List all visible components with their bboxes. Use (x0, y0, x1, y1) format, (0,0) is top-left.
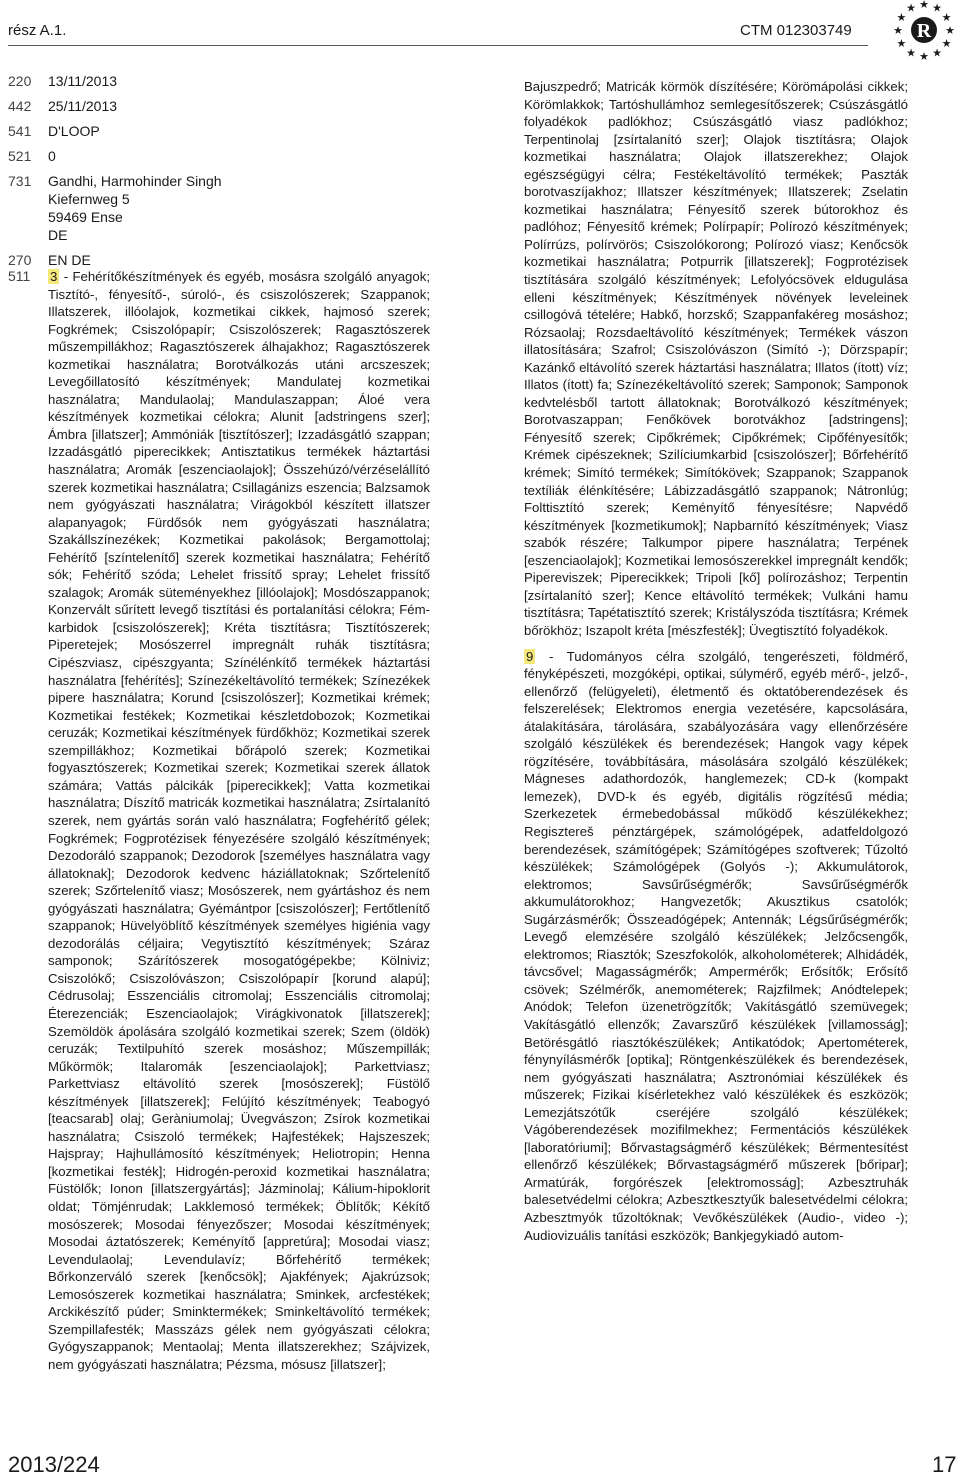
field-value (48, 147, 438, 165)
field-code: 731 (8, 173, 32, 189)
field-value-line: 0 (48, 148, 56, 164)
star-icon: ★ (893, 25, 903, 37)
field-value-line: D'LOOP (48, 123, 100, 139)
footer-page-number: 17 (932, 1452, 957, 1477)
class-number-3: 3 (50, 269, 58, 284)
star-icon: ★ (932, 47, 942, 60)
field-code: 220 (8, 73, 32, 89)
star-icon: ★ (941, 12, 952, 24)
field-value-line: 25/11/2013 (48, 98, 118, 114)
header-right: CTM 012303749 (740, 22, 852, 39)
field-row (8, 251, 438, 269)
class-3-paragraph (48, 268, 430, 1373)
class-3-text-left: - Fehérítőkészítmények és egyéb, mosásra szolgáló anyagok; Tisztító-, fényesítő-, súroló-, és csiszolószerek; Szappanok; Illatszerek, illóolajok, kozmetikai cikkek, hajmosó szerek; Fogkrémek; Csiszolópapír; Csiszolószerek; Ragasztószerek műszempillákhoz; Ragasztószerek álhajakhoz; Ragasztószerek kozmetikai használatra; Borotválkozás utáni arcszeszek; Levegőillatosító készítmények; Mandulatej kozmetikai használatra; Mandulaolaj; Mandulaszappan; Áloé vera készítmények kozmetikai célokra; Alunit [adstringens szer]; Ámbra [illatszer]; Ammóniák [tisztítószer]; Izzadásgátló szappan; Izzadásgátló piperecikkek; Antisztatikus termékek háztartási használatra; Aromák [eszenciaolajok]; Összehúzó/vérzéselállító szerek kozmetikai használatra; Csillagánizs eszencia; Balzsamok nem gyógyászati használatra; Virágokból készített illatszer alapanyagok; Fürdősók nem gyógyászati használatra; Szakállszínezékek; Kozmetikai pakolások; Bergamottolaj; Fehérítő [színtelenítő] szerek kozmetikai használatra; Fehérítő sók; Fehérítő szóda; Lehelet frissítő spray; Lehelet frissítő szalagok; Aromák süteményekhez [illóolajok]; Mosdószappanok; Konzervált sűrített levegő tisztítási és portalanítási célokra; Fém-karbidok [csiszolószerek]; Kréta tisztításra; Tisztítószerek; Piperetejek; Mosószerrel impregnált ruhák tisztításra; Cipészviasz, cipészgyanta; Színélénkítő termékek háztartási használatra [fehérítés]; Színezékeltávolító termékek; Színezékek pipere használatra; Korund [csiszolószer]; Kozmetikai krémek; Kozmetikai festékek; Kozmetikai készletdobozok; Kozmetikai ceruzák; Kozmetikai készítmények fürdőkhöz; Kozmetikai szerek szempillákhoz; Kozmetikai bőrápoló szerek; Kozmetikai fogyasztószerek; Kozmetikai szerek; Kozmetikai szerek állatok számára; Vattás pálcikák [piperecikkek]; Vatta kozmetikai használatra; Díszítő matricák kozmetikai használatra; Zsírtalanító szerek, nem gyártás során való használatra; Fogfehérítő gélek; Fogkrémek; Fogprotézisek fényezésére szolgáló készítmények; Dezodoráló szappanok; Dezodorok [személyes használatra vagy állatoknak]; Dezodorok kedvenc háziállatoknak; Szőrtelenítő szerek; Szőrtelenítő viasz; Mosószerek, nem gyártáshoz és nem gyógyászati használatra; Gyémántpor [csiszolószer]; Fertőtlenítő szappanok; Hüvelyöblítő készítmények személyes higiénia vagy dezodorálás céljaira; Vegytisztító készítmények; Száraz samponok; Szárítószerek mosogatógépekbe; Kölniviz; Csiszolókő; Csiszolóvászon; Csiszolópapír [korund alapú]; Cédrusolaj; Esszenciális citromolaj; Esszenciális citromolaj; Éterezenciák; Eszenciaolajok; Virágkivonatok [illatszerek]; Szemöldök ápolására szolgáló kozmetikai szerek; Szem (öldök) ceruzák; Textilpuhító szerek mosáshoz; Műszempillák; Műkörmök; Italaromák [eszenciaolajok]; Parkettviasz; Parkettviasz eltávolító szerek [mosószerek]; Füstölő készítmények [illatszerek]; Felújító készítmények; Teabogyó [teacsarab] olaj; Geràniumolaj; Üvegvászon; Zsírok kozmetikai használatra; Csiszoló termékek; Hajfestékek; Hajszeszek; Hajspray; Hajhullámosító készítmények; Heliotropin; Henna [kozmetikai festék]; Hidrogén-peroxid kozmetikai használatra; Füstölők; Ionon [illatszergyártás]; Jázminolaj; Kálium-hipoklorit oldat; Tömjénrudak; Lakklemosó termékek; Öblítők; Kékítő mosószerek; Mosodai fényezőszer; Mosodai készítmények; Mosodai áztatószerek; Keményítő [appretúra]; Mosodai viasz; Levendulaolaj; Levendulavíz; Bőrfehérítő termékek; Bőrkonzerváló szerek [kenőcsök]; Ajakfények; Ajakrúzsok; Lemosószerek kozmetikai használatra; Sminkek, arcfestékek; Arckikészítő púder; Sminktermékek; Sminkeltávolító termékek; Szempillafesték; Masszázs gélek nem gyógyászati célokra; Gyógyszappanok; Mentaolaj; Menta illatszerekhez; Szájvizek, nem gyógyászati használatra; Pézsma, mósusz [illatszer]; (48, 269, 430, 1372)
star-icon: ★ (919, 51, 929, 63)
classes-column-right (524, 78, 908, 1252)
field-code-511: 511 (8, 268, 31, 284)
star-icon: ★ (906, 47, 916, 60)
logo-letter: R (916, 20, 932, 42)
field-code: 541 (8, 123, 32, 139)
field-value (48, 97, 438, 115)
field-value-line: Kiefernweg 5 (48, 191, 130, 207)
field-value-line: EN DE (48, 252, 91, 268)
class-9-text: - Tudományos célra szolgáló, tengerészeti, földmérő, fényképészeti, mozgóképi, optikai, súlymérő, egyéb mérő-, jelző-, ellenőrző (felügyeleti), életmentő és oktatóberendezések és felszerelések; Elektromos energia vezetésére, kapcsolására, átalakítására, tárolására, szabályozására vagy ellenőrzésére szolgáló készülékek és berendezések; Hangok vagy képek rögzítésére, továbbítására, másolására szolgáló készülékek; Mágneses adathordozók, hanglemezek; CD-k (kompakt lemezek), DVD-k és egyéb, digitális rögzítésű média; Szerkezetek érmebedobással működő készülékekhez; Regisztereš pénztárgépek, számológépek, adatfeldolgozó berendezések, számítógépek; Számítógépes szoftverek; Tűzoltó készülékek; Számológépek (Golyós -); Akkumulátorok, elektromos; Savsűrűségmérők; Savsűrűségmérők akkumulátorokhoz; Hangvezetők; Akusztikus csatolók; Sugárzásmérők; Összeadógépek; Antennák; Légsűrűségmérők; Levegő elemzésére szolgáló készülékek; Jelzőcsengők, elektromos; Riasztók; Szeszfokolók, alkoholométerek; Alhidádék, távcsővel; Magasságmérők; Ampermérők; Erősítők; Erősítő csövek; Szélmérők, anemométerek; Rajzfilmek; Anódtelepek; Anódok; Telefon üzenetrögzítők; Vakításgátló szemüvegek; Vakításgátló ellenzők; Zavarszűrő készülékek [villamosság]; Betörésgátló riasztókészülékek; Antikatódok; Apertométerek, fénynyílásmérők [optika]; Röntgenkészülékek és berendezések, nem gyógyászati használatra; Asztronómiai készülékek és műszerek; Fizikai kísérletekhez való készülékek és eszközök; Lemezjátszótűk cseréjére szolgáló készülékek; Vágóberendezések mozifilmekhez; Fermentációs készülékek [laboratóriumi]; Bőrvastagságmérő készülékek; Bérmentesítést ellenőrző készülékek; Bőrvastagságmérő műszerek [bőripar]; Armatúrák, forgórészek [elektromosság]; Azbesztruhák balesetvédelmi célokra; Azbesztkesztyűk balesetvédelmi célokra; Azbesztmyók tűzoltóknak; Vevőkészülékek (Audio-, video -); Audiovizuális tanítási eszközök; Bankjegykiadó autom- (524, 648, 908, 1243)
field-row (8, 72, 438, 90)
field-value (48, 72, 438, 90)
field-row (8, 172, 438, 244)
header-rule (8, 45, 868, 46)
field-value-line: Gandhi, Harmohinder Singh (48, 173, 222, 189)
field-value-line: 13/11/2013 (48, 73, 118, 89)
field-value-line: 59469 Ense (48, 209, 123, 225)
star-icon: ★ (941, 38, 952, 50)
star-icon: ★ (919, 0, 929, 11)
star-icon: ★ (932, 2, 942, 15)
field-value-line: DE (48, 227, 68, 243)
field-value (48, 251, 438, 269)
field-code: 270 (8, 252, 32, 268)
bibliographic-fields (8, 72, 438, 276)
class-number-9: 9 (526, 648, 534, 664)
eu-stars-emblem-icon (888, 0, 960, 64)
class-9-paragraph (524, 648, 908, 1245)
star-icon: ★ (896, 12, 907, 24)
header-left: rész A.1. (8, 22, 67, 39)
field-row (8, 147, 438, 165)
field-code: 521 (8, 148, 32, 164)
class-3-text-right: Bajuszpedrő; Matricák körmök díszítésére; Körömápolási cikkek; Körömlakkok; Tartóshullámhoz semlegesítőszerek; Csúszásgátló folyadékok padlókhoz; Csúszásgátló viasz padlókhoz; Terpentinolaj [zsírtalanító szer]; Olajok tisztításra; Olajok kozmetikai használatra; Olajok illatszerekhez; Olajok egészségügyi célra; Festékeltávolító termékek; Paszták borotvaszíjakhoz; Illatszer készítmények; Illatszerek; Zselatin kozmetikai használatra; Fényesítő szerek bútorokhoz és padlóhoz; Fényesítő krémek; Polírpapír; Polírozó készítmények; Polírrúzs, polírvörös; Csiszolókorong; Polírozó viasz; Kenőcsök kozmetikai használatra; Potpurrik [illatszerek]; Fogprotézisek tisztítására szolgáló készítmények; Lefolyócsövek eldugulása elleni készítmények; Készítmények növények leveleinek csillogóvá tételére; Habkő, horzskő; Szappanfakéreg mosáshoz; Rózsaolaj; Rozsdaeltávolító készítmények; Termékek vászon illatosítására; Szafrol; Csiszolóvászon (Simító -); Dörzspapír; Kazánkő eltávolító szerek háztartási használatra; Illatos (ított) víz; Illatos (ított) fa; Színezékeltávolító szerek; Samponok; Samponok kedvtelésből tartott állatoknak; Borotválkozó készítmények; Borotvaszappan; Fenőkövek borotvákhoz [adstringens]; Fényesítő szerek; Cipőkrémek; Cipőkrémek; Cipőfényesítők; Krémek cipészeknek; Szilíciumkarbid [csiszolószer]; Bőrfehérítő krémek; Simító termékek; Simítókövek; Szappanok; Szappanok textíliák élénkítésére; Lábizzadásgátló szappanok; Nátronlúg; Folttisztító szerek; Keményítő fényesítésre; Napvédő készítmények [kozmetikumok]; Napbarnító készítmények; Viasz szabók részére; Talkumpor pipere használatra; Terpének [eszenciaolajok]; Kozmetikai lemosószerekkel impregnált kendők; Pipereviszek; Piperecikkek; Tripoli [kő] polírozáshoz; Terpentin [zsírtalanító szer]; Kence eltávolító termékek; Vulkáni hamu tisztításra; Tapétatisztító szerek; Kristályszóda tisztításra; Krémek bőrökhöz; Iszapolt kréta [mészfesték]; Üvegtisztító folyadékok. (524, 79, 908, 638)
star-icon: ★ (906, 2, 916, 15)
field-row (8, 122, 438, 140)
field-code: 442 (8, 98, 32, 114)
field-value (48, 172, 438, 244)
field-value (48, 122, 438, 140)
star-icon: ★ (945, 25, 955, 37)
star-icon: ★ (896, 38, 907, 50)
class-3-continuation (524, 78, 908, 640)
classes-column-left (48, 268, 430, 1381)
footer-issue: 2013/224 (8, 1452, 100, 1477)
field-row (8, 97, 438, 115)
